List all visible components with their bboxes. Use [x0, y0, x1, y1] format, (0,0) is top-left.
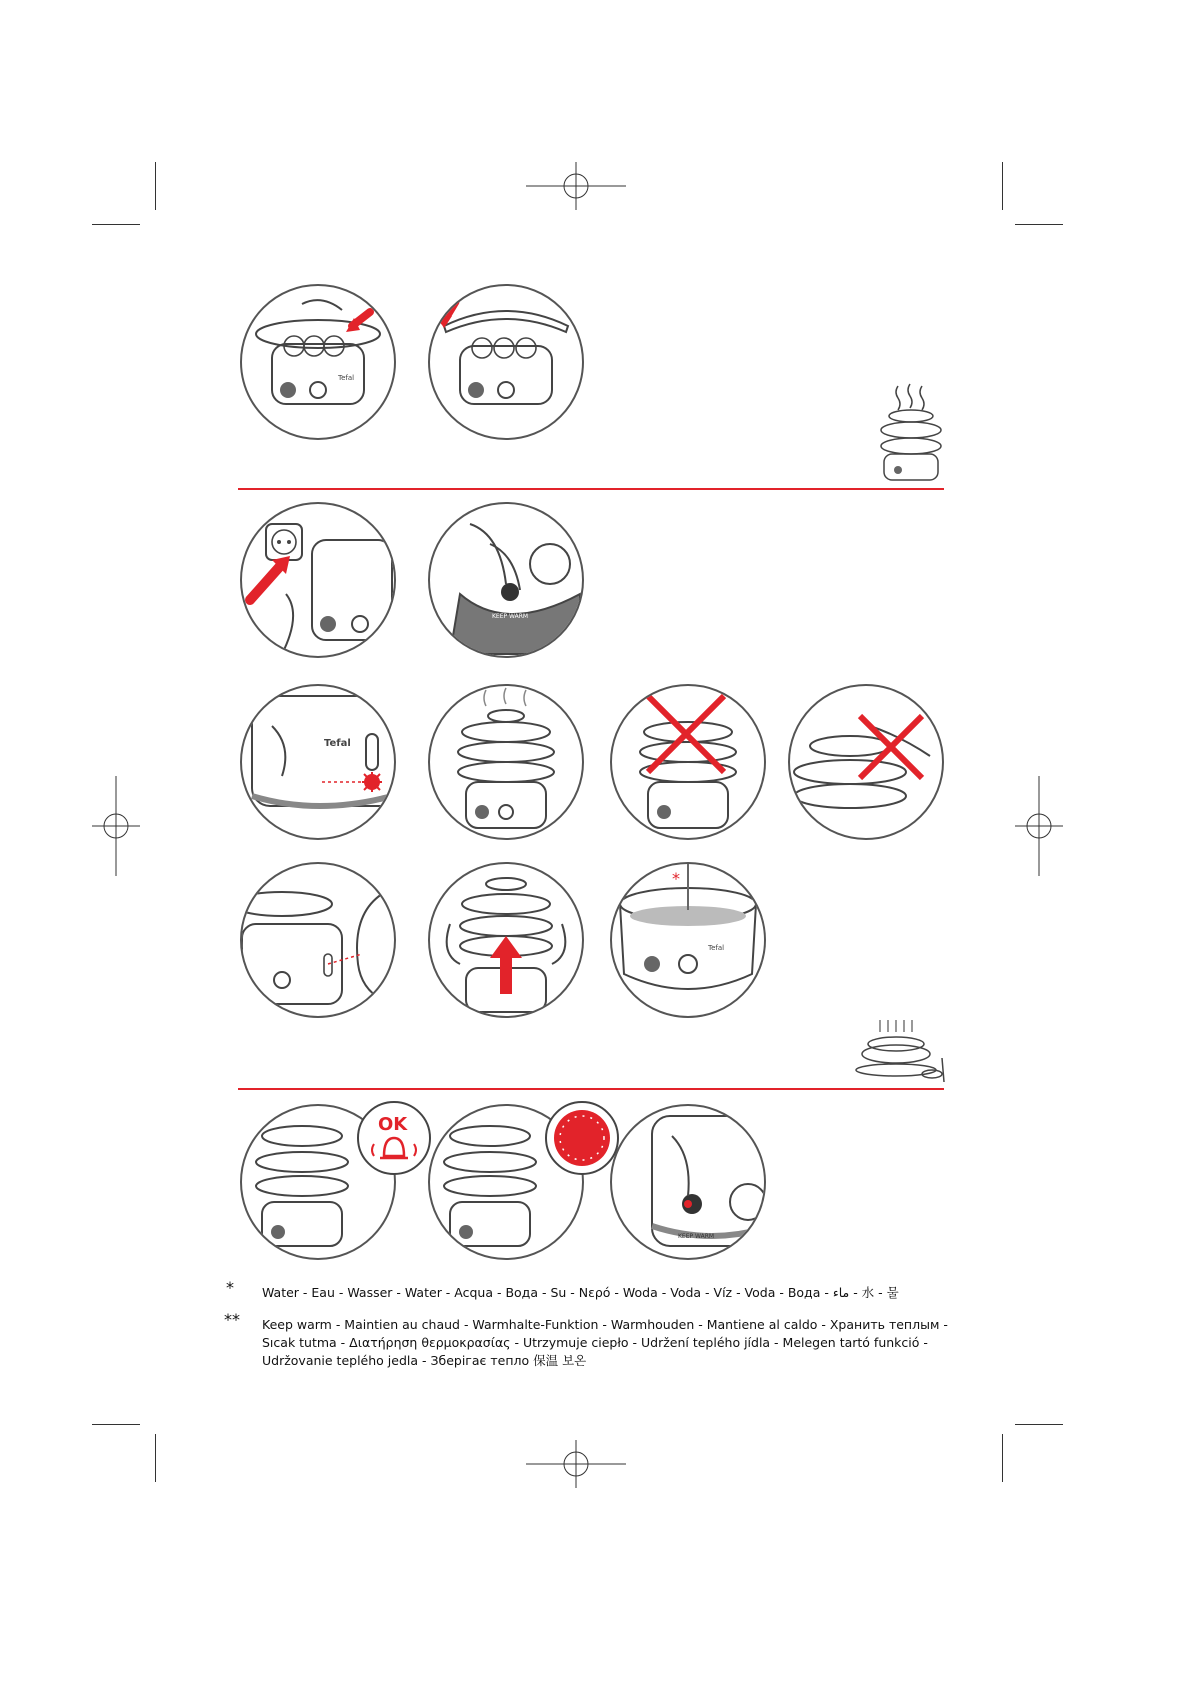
crop-mark [92, 224, 140, 225]
illustration-steaming [428, 684, 584, 840]
illustration-press-button [428, 502, 584, 658]
registration-mark-icon [92, 776, 140, 876]
cross-icon [860, 716, 922, 778]
footnote-keep-warm-line3: Udržovanie teplého jedla - Зберігає тепло 保温 보온 [262, 1353, 587, 1368]
illustration-keep-warm-button [610, 1104, 766, 1260]
illustration-check-water-level [240, 862, 396, 1018]
crop-mark [1015, 224, 1063, 225]
registration-mark-icon [526, 162, 626, 210]
keep-warm-label: KEEP WARM [492, 613, 529, 620]
footnote-water-text: Water - Eau - Wasser - Water - Acqua - Вода - Su - Νερό - Woda - Voda - Víz - Voda - Вода - ماء - 水 - 물 [262, 1285, 899, 1300]
cross-icon [648, 696, 724, 772]
footnote-keep-warm [224, 1310, 948, 1370]
section-divider [238, 488, 944, 490]
keep-warm-label: KEEP WARM [678, 1233, 715, 1240]
illustration-indicator-light [240, 684, 396, 840]
crop-mark [155, 1434, 156, 1482]
illustration-lift-bowls [428, 862, 584, 1018]
illustration-refill-water [610, 862, 766, 1018]
illustration-close-lid [428, 284, 584, 440]
brand-logo: Tefal [324, 738, 351, 749]
steam-stack-icon [876, 382, 946, 488]
warm-dish-icon [852, 1018, 948, 1084]
footnote-keep-warm-line2: Sıcak tutma - Διατήρηση θερμοκρασίας - Utrzymuje ciepło - Udržení teplého jídla - Melegen tartó funkció - [262, 1335, 928, 1350]
crop-mark [1002, 162, 1003, 210]
footnote-mark: ** [224, 1310, 240, 1329]
alarm-bell-icon [356, 1100, 432, 1176]
footnote-mark: * [226, 1278, 234, 1297]
water-asterisk: * [672, 869, 680, 888]
crop-mark [92, 1424, 140, 1425]
illustration-do-not-touch [610, 684, 766, 840]
arrow-icon [490, 936, 522, 994]
ok-label: OK [378, 1114, 408, 1135]
indicator-light-icon [544, 1100, 620, 1176]
brand-logo: Tefal [708, 944, 725, 952]
registration-mark-icon [1015, 776, 1063, 876]
crop-mark [1002, 1434, 1003, 1482]
footnote-water [226, 1278, 899, 1302]
crop-mark [1015, 1424, 1063, 1425]
illustration-no-hand-over-steam [788, 684, 944, 840]
registration-mark-icon [526, 1440, 626, 1488]
crop-mark [155, 162, 156, 210]
illustration-plug-in [240, 502, 396, 658]
section-divider [238, 1088, 944, 1090]
brand-logo: Tefal [338, 374, 355, 382]
footnote-keep-warm-line1: Keep warm - Maintien au chaud - Warmhalte-Funktion - Warmhouden - Mantiene al caldo - Хранить теплым - [262, 1317, 948, 1332]
illustration-place-food [240, 284, 396, 440]
